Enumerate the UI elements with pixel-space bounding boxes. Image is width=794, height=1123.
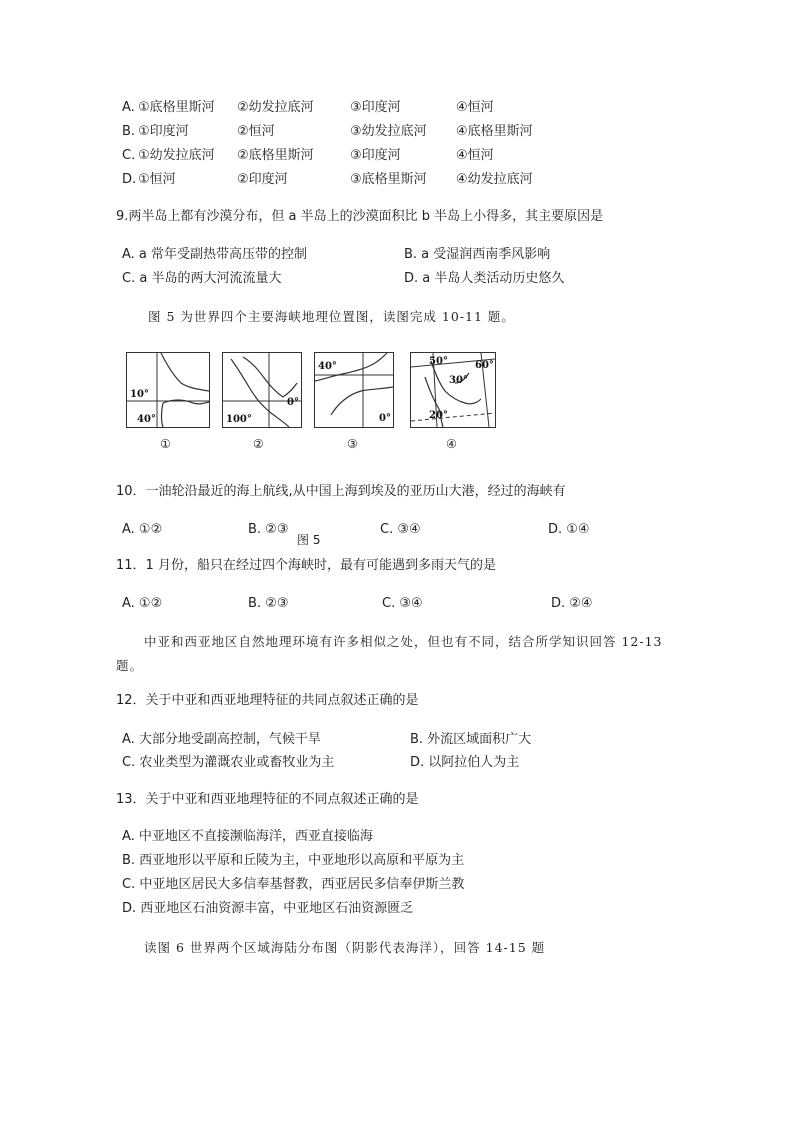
q13-option-b: B. 西亚地形以平原和丘陵为主，中亚地形以高原和平原为主 xyxy=(122,853,465,868)
q10-option-c: C. ③④ xyxy=(380,522,421,537)
q11-option-d: D. ②④ xyxy=(551,596,593,611)
q11-option-c: C. ③④ xyxy=(382,596,423,611)
map4-number: ④ xyxy=(446,437,457,451)
q12-stem: 12．关于中亚和西亚地理特征的共同点叙述正确的是 xyxy=(116,693,419,708)
intro-12-13-line2: 题。 xyxy=(116,658,144,673)
q10-option-a: A. ①② xyxy=(122,522,163,537)
map2-lon-label: 100° xyxy=(226,414,252,425)
q13-option-a: A. 中亚地区不直接濒临海洋，西亚直接临海 xyxy=(122,829,373,844)
q9-option-c: C. a 半岛的两大河流流量大 xyxy=(122,271,282,286)
map1-number: ① xyxy=(160,437,171,451)
q10-option-d: D. ①④ xyxy=(548,522,590,537)
strait-map-3 xyxy=(314,352,394,428)
strait-map-1 xyxy=(126,352,210,428)
q12-option-c: C. 农业类型为灌溉农业或畜牧业为主 xyxy=(122,755,335,770)
map1-lon-label: 40° xyxy=(137,414,156,425)
q12-option-a: A. 大部分地受副高控制，气候干旱 xyxy=(122,732,321,747)
intro-10-11: 图 5 为世界四个主要海峡地理位置图，读图完成 10-11 题。 xyxy=(148,309,515,324)
intro-12-13-line1: 中亚和西亚地区自然地理环境有许多相似之处，但也有不同，结合所学知识回答 12-13 xyxy=(144,634,663,649)
map3-lon-label: 0° xyxy=(379,413,391,424)
q9-option-a: A. a 常年受副热带高压带的控制 xyxy=(122,247,308,262)
q11-option-b: B. ②③ xyxy=(248,596,289,611)
q9-option-d: D. a 半岛人类活动历史悠久 xyxy=(404,271,565,286)
q13-option-c: C. 中亚地区居民大多信奉基督教，西亚居民多信奉伊斯兰教 xyxy=(122,877,465,892)
strait-map-4 xyxy=(410,352,496,428)
q13-stem: 13．关于中亚和西亚地理特征的不同点叙述正确的是 xyxy=(116,792,419,807)
q11-stem: 11．1 月份，船只在经过四个海峡时，最有可能遇到多雨天气的是 xyxy=(116,558,496,573)
map3-lat-label: 40° xyxy=(318,361,337,372)
q12-option-b: B. 外流区域面积广大 xyxy=(410,732,532,747)
map4-label-20: 20° xyxy=(429,410,448,421)
map4-label-60: 60° xyxy=(475,360,494,371)
q10-option-b: B. ②③ xyxy=(248,522,289,537)
intro-14-15: 读图 6 世界两个区域海陆分布图（阴影代表海洋），回答 14-15 题 xyxy=(144,940,546,955)
q11-option-a: A. ①② xyxy=(122,596,163,611)
q9-option-b: B. a 受湿润西南季风影响 xyxy=(404,247,551,262)
q13-option-d: D. 西亚地区石油资源丰富，中亚地区石油资源匮乏 xyxy=(122,901,414,916)
map4-label-50: 50° xyxy=(429,356,448,367)
strait-map-2 xyxy=(222,352,302,428)
map1-lat-label: 10° xyxy=(130,389,149,400)
q9-stem: 9.两半岛上都有沙漠分布，但 a 半岛上的沙漠面积比 b 半岛上小得多，其主要原因是 xyxy=(116,209,604,224)
map2-lat-label: 0° xyxy=(287,397,299,408)
figure-5-caption: 图 5 xyxy=(297,533,321,547)
map3-number: ③ xyxy=(347,437,358,451)
map2-number: ② xyxy=(253,437,264,451)
q10-stem: 10．一油轮沿最近的海上航线,从中国上海到埃及的亚历山大港，经过的海峡有 xyxy=(116,484,566,499)
q12-option-d: D. 以阿拉伯人为主 xyxy=(410,755,520,770)
map4-label-30: 30° xyxy=(449,375,468,386)
